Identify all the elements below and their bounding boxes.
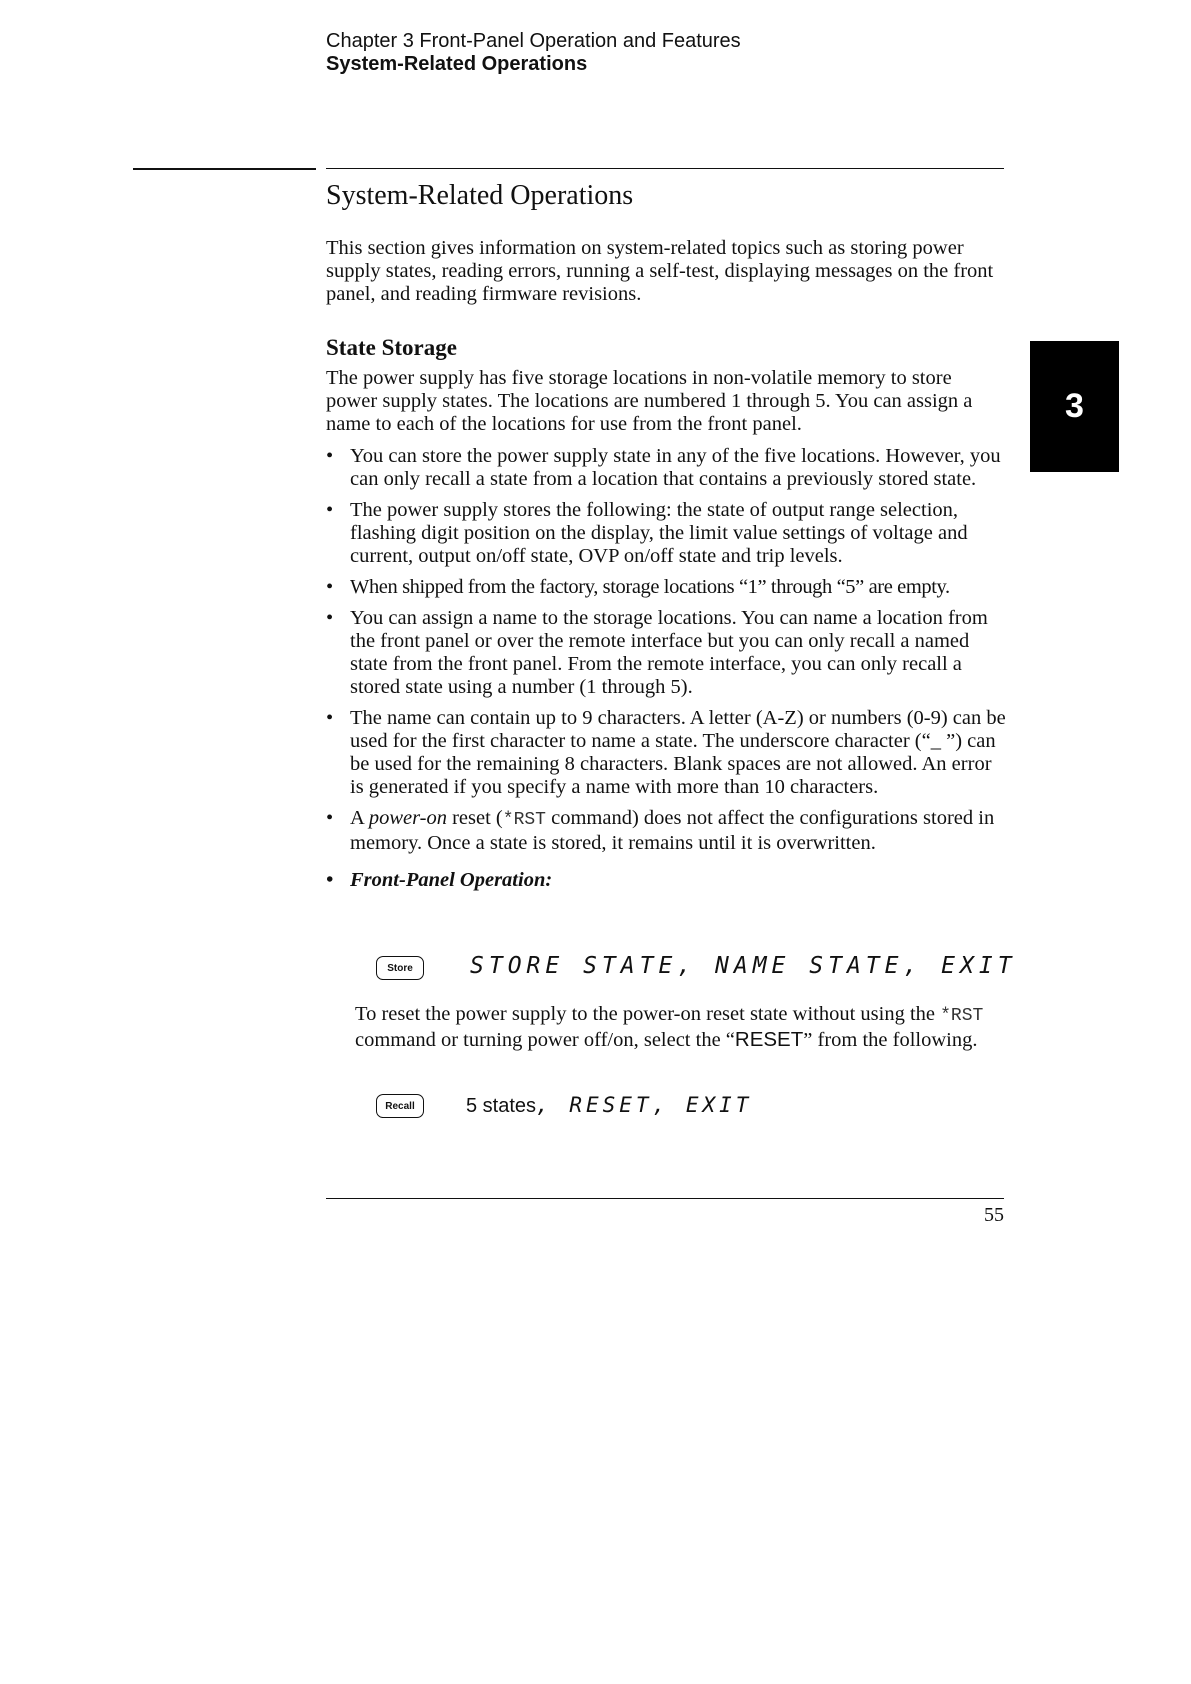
text-fragment: command) does not affect the configurations stored in memory. Once a state is stored, it remains until it is overwritten. — [350, 807, 995, 854]
text-fragment: reset ( — [446, 807, 503, 829]
reset-paragraph — [355, 1003, 1005, 1052]
power-on-term: power-on — [368, 807, 447, 829]
text-fragment: command or turning power off/on, select the “ — [355, 1029, 735, 1051]
store-display-text: STORE STATE, NAME STATE, EXIT — [470, 953, 1017, 979]
intro-paragraph: This section gives information on system-related topics such as storing power supply states, reading errors, running a self-test, displaying messages on the front panel, and reading firmware revisions. — [326, 237, 994, 305]
rst-command: *RST — [940, 1006, 984, 1026]
recall-display-line — [466, 1093, 752, 1118]
list-item: • You can store the power supply state in any of the five locations. However, you can only recall a state from a location that contains a previously stored state. — [326, 445, 1006, 491]
list-item: • You can assign a name to the storage locations. You can name a location from the front panel or over the remote interface but you can only recall a named state from the front panel. From the remote interface, you can only recall a stored state using a number (1 through 5). — [326, 607, 1006, 699]
margin-rule — [133, 168, 316, 170]
running-head-section: System-Related Operations — [326, 53, 588, 75]
recall-display-text: , RESET, EXIT — [536, 1093, 753, 1117]
text-fragment: A — [350, 807, 369, 829]
state-storage-intro: The power supply has five storage locations in non-volatile memory to store power supply states. The locations are numbered 1 through 5. You can assign a name to each of the locations for use from the front panel. — [326, 367, 973, 435]
page-title: System-Related Operations — [326, 180, 634, 211]
page-number: 55 — [984, 1204, 1004, 1226]
text-fragment: To reset the power supply to the power-on reset state without using the — [355, 1003, 941, 1025]
chapter-thumb-tab: 3 — [1030, 341, 1119, 472]
recall-states-text: 5 states — [466, 1095, 537, 1117]
list-item: • When shipped from the factory, storage locations “1” through “5” are empty. — [326, 576, 1006, 599]
footer-rule — [326, 1198, 1004, 1199]
store-key[interactable]: Store — [376, 956, 424, 980]
list-item: • The name can contain up to 9 characters. A letter (A-Z) or numbers (0-9) can be used for the first character to name a state. The underscore character (“_ ”) can be used for the remaining 8 characters. Blank spaces are not allowed. An error is generated if you specify a name with more than 10 characters. — [326, 707, 1006, 799]
text-fragment: ” from the following. — [803, 1029, 978, 1051]
section-rule — [326, 168, 1004, 169]
recall-key[interactable]: Recall — [376, 1094, 424, 1118]
state-storage-heading: State Storage — [326, 335, 457, 360]
list-item — [326, 807, 1006, 855]
front-panel-operation-label: • Front-Panel Operation: — [326, 869, 1006, 892]
list-item: • The power supply stores the following: the state of output range selection, flashing digit position on the display, the limit value settings of voltage and current, output on/off state, OVP on/off state and trip levels. — [326, 499, 1006, 568]
rst-command: *RST — [502, 810, 546, 830]
running-head-chapter: Chapter 3 Front-Panel Operation and Features — [326, 30, 741, 52]
state-storage-bullets — [326, 445, 1006, 900]
reset-word: RESET — [734, 1028, 804, 1051]
running-head — [326, 30, 741, 76]
